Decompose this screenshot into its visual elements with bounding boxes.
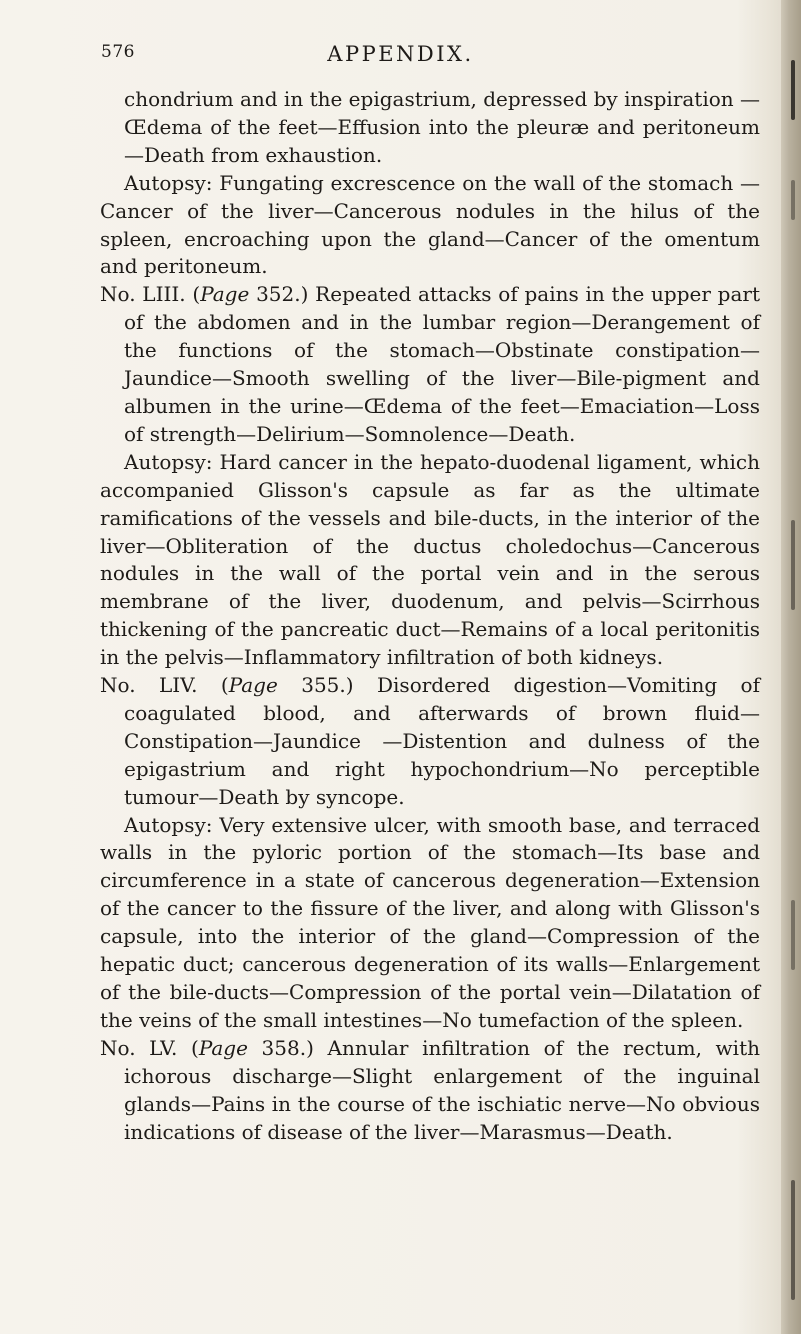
case-lead: No. LIV. ( bbox=[100, 673, 229, 698]
case-entry-lv bbox=[100, 1035, 760, 1147]
case-lead: No. LIII. ( bbox=[100, 282, 201, 307]
page-ref-label: Page bbox=[228, 673, 278, 698]
page-header bbox=[0, 42, 801, 72]
page-edge-mark bbox=[791, 1180, 795, 1300]
page-body bbox=[100, 86, 760, 1146]
page-ref-number: 355.) bbox=[277, 673, 354, 698]
case-lead: No. LV. ( bbox=[100, 1035, 199, 1060]
page-edge-mark bbox=[791, 520, 795, 610]
case-entry-liii bbox=[100, 281, 760, 448]
case-text: Disordered digestion—Vomiting of coagulated blood, and afterwards of brown fluid—Constipation—Jaundice —Distention and dulness of the epigastrium and right hypochondrium—No perceptible tumour—Death by syncope. bbox=[124, 673, 760, 809]
paragraph-autopsy: Autopsy: Hard cancer in the hepato-duodenal ligament, which accompanied Glisson's capsule as far as the ultimate ramifications of the vessels and bile-ducts, in the interior of the liver—Obliteration of the ductus choledochus—Cancerous nodules in the wall of the portal vein and in the serous membrane of the liver, duodenum, and pelvis—Scirrhous thickening of the pancreatic duct—Remains of a local peritonitis in the pelvis—Inflammatory infiltration of both kidneys. bbox=[100, 449, 760, 670]
page-number: 576 bbox=[101, 42, 135, 62]
paragraph-continuation: chondrium and in the epigastrium, depressed by inspiration —Œdema of the feet—Effusion into the pleuræ and peritoneum —Death from exhaustion. bbox=[124, 87, 761, 167]
case-entry-liv bbox=[100, 672, 760, 812]
page-edge-mark bbox=[791, 900, 795, 970]
page-ref-label: Page bbox=[200, 282, 250, 307]
page-ref-number: 352.) bbox=[249, 282, 309, 307]
page-edge-mark bbox=[791, 180, 795, 220]
page-edge-shadow bbox=[781, 0, 801, 1334]
case-text: Repeated attacks of pains in the upper part of the abdomen and in the lumbar region—Derangement of the functions of the stomach—Obstinate constipation—Jaundice—Smooth swelling of the liver—Bile-pigment and albumen in the urine—Œdema of the feet—Emaciation—Loss of strength—Delirium—Somnolence—Death. bbox=[124, 282, 761, 446]
page-ref-number: 358.) bbox=[247, 1035, 314, 1060]
page-ref-label: Page bbox=[198, 1035, 248, 1060]
running-head: APPENDIX. bbox=[327, 42, 474, 66]
paragraph-autopsy: Autopsy: Very extensive ulcer, with smooth base, and terraced walls in the pyloric portion of the stomach—Its base and circumference in a state of cancerous degeneration—Extension of the cancer to the fissure of the liver, and along with Glisson's capsule, into the interior of the gland—Compression of the hepatic duct; cancerous degeneration of its walls—Enlargement of the bile-ducts—Compression of the portal vein—Dilatation of the veins of the small intestines—No tumefaction of the spleen. bbox=[100, 812, 760, 1032]
paragraph-autopsy: Autopsy: Fungating excrescence on the wall of the stomach —Cancer of the liver—Cancerous nodules in the hilus of the spleen, encroaching upon the gland—Cancer of the omentum and peritoneum. bbox=[100, 170, 760, 279]
case-text: Annular infiltration of the rectum, with ichorous discharge—Slight enlargement of the inguinal glands—Pains in the course of the ischiatic nerve—No obvious indications of disease of the liver—Marasmus—Death. bbox=[124, 1035, 760, 1144]
